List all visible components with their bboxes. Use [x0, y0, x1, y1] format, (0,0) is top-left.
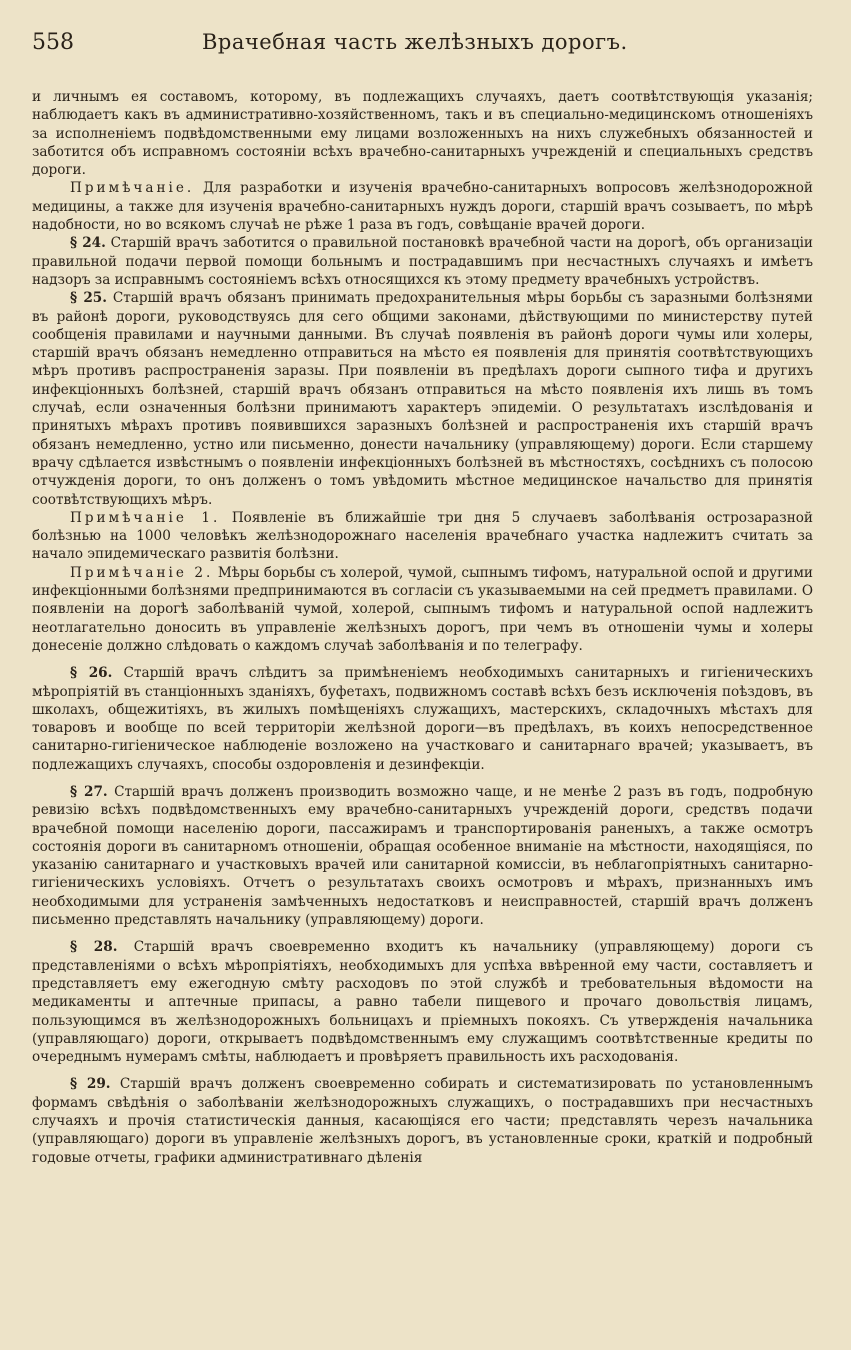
- note-2-paragraph: [32, 564, 813, 655]
- page-header: [32, 30, 813, 70]
- section-number: § 26.: [70, 665, 113, 682]
- note-label: Примѣчаніе.: [70, 180, 195, 197]
- paragraph-text: Появленіе въ ближайшіе три дня 5 случаевъ заболѣванія острозаразной болѣзнью на 1000 человѣкъ желѣзнодорожнаго населенія врачебнаго участка надлежитъ считать за начало эпидемическаго развитія болѣзни.: [32, 509, 813, 563]
- body-text: [32, 88, 813, 1167]
- section-number: § 27.: [70, 783, 108, 800]
- section-25-paragraph: [32, 289, 813, 509]
- note-label: Примѣчаніе 1.: [70, 509, 221, 526]
- paragraph-text: Для разработки и изученія врачебно-санитарныхъ вопросовъ желѣзнодорожной медицины, а также для изученія врачебно-санитарныхъ нуждъ дороги, старшій врачъ созываетъ, по мѣрѣ надобности, но во всякомъ случаѣ не рѣже 1 раза въ годъ, совѣщаніе врачей дороги.: [32, 180, 813, 234]
- section-27-paragraph: [32, 783, 813, 929]
- note-paragraph: [32, 179, 813, 234]
- section-29-paragraph: [32, 1075, 813, 1166]
- section-26-paragraph: [32, 664, 813, 774]
- section-28-paragraph: [32, 938, 813, 1066]
- paragraph-text: Мѣры борьбы съ холерой, чумой, сыпнымъ тифомъ, натуральной оспой и другими инфекціонными болѣзнями предпринимаются въ согласіи съ указываемыми на сей предметъ правилами. О появленіи на дорогѣ заболѣваній чумой, холерой, сыпнымъ тифомъ и натуральной оспой надлежитъ неотлагательно доносить въ управленіе желѣзныхъ дорогъ, при чемъ въ отношеніи чумы и холеры донесеніе должно слѣдовать о каждомъ случаѣ заболѣванія и по телеграфу.: [32, 564, 813, 654]
- paragraph-continuation: [32, 88, 813, 179]
- running-title: Врачебная часть желѣзныхъ дорогъ.: [202, 30, 628, 54]
- paragraph-text: Старшій врачъ долженъ своевременно собирать и систематизировать по установленнымъ формамъ свѣдѣнія о заболѣваніи желѣзнодорожныхъ служащихъ, о пострадавшихъ при несчастныхъ случаяхъ и прочія статистическія данныя, касающіяся его части; представлять черезъ начальника (управляющаго) дороги въ управленіе желѣзныхъ дорогъ, въ установленные сроки, краткій и подробный годовые отчеты, графики административнаго дѣленія: [32, 1076, 814, 1166]
- paragraph-text: Старшій врачъ долженъ производить возможно чаще, и не менѣе 2 разъ въ годъ, подробную ревизію всѣхъ подвѣдомственныхъ ему врачебно-санитарныхъ учрежденій дороги, средствъ подачи врачебной помощи населенію дороги, пассажирамъ и транспортированія раненыхъ, а также осмотръ состоянія дороги въ санитарномъ отношеніи, обращая особенное вниманіе на мѣстности, находящіяся, по указанію санитарнаго и участковыхъ врачей или санитарной комиссіи, въ неблагопріятныхъ санитарно-гигіеническихъ условіяхъ. Отчетъ о результатахъ своихъ осмотровъ и мѣрахъ, признанныхъ имъ необходимыми для устраненія замѣченныхъ недостатковъ и неисправностей, старшій врачъ долженъ письменно представлять начальнику (управляющему) дороги.: [32, 783, 813, 929]
- paragraph-text: Старшій врачъ заботится о правильной постановкѣ врачебной части на дорогѣ, объ организаціи правильной подачи первой помощи больнымъ и пострадавшимъ при несчастныхъ случаяхъ и имѣетъ надзоръ за исправнымъ состояніемъ всѣхъ относящихся къ этому предмету врачебныхъ устройствъ.: [32, 235, 813, 288]
- paragraph-text: Старшій врачъ обязанъ принимать предохранительныя мѣры борьбы съ заразными болѣзнями въ районѣ дороги, руководствуясь для сего общими законами, дѣйствующими по министерству путей сообщенія правилами и научными данными. Въ случаѣ появленія въ районѣ дороги чумы или холеры, старшій врачъ обязанъ немедленно отправиться на мѣсто ея появленія для принятія соотвѣтствующихъ мѣръ противъ распространенія заразы. При появленіи въ предѣлахъ дороги сыпного тифа и другихъ инфекціонныхъ болѣзней, старшій врачъ обязанъ отправиться на мѣсто появленія ихъ лишь въ томъ случаѣ, если означенныя болѣзни принимаютъ характеръ эпидеміи. О результатахъ изслѣдованія и принятыхъ мѣрахъ противъ появившихся заразныхъ болѣзней и распространенія ихъ старшій врачъ обязанъ немедленно, устно или письменно, донести начальнику (управляющему) дороги. Если старшему врачу сдѣлается извѣстнымъ о появленіи инфекціонныхъ болѣзней въ мѣстностяхъ, сосѣднихъ съ полосою отчужденія дороги, то онъ долженъ о томъ увѣдомить мѣстное медицинское начальство для принятія соотвѣтствующихъ мѣръ.: [32, 290, 813, 508]
- note-1-paragraph: [32, 509, 813, 564]
- section-24-paragraph: [32, 234, 813, 289]
- paragraph-text: Старшій врачъ своевременно входитъ къ начальнику (управляющему) дороги съ представленіями о всѣхъ мѣропріятіяхъ, необходимыхъ для успѣха ввѣренной ему части, составляетъ и представляетъ ему ежегодную смѣту расходовъ по этой службѣ и требовательныя вѣдомости на медикаменты и аптечные припасы, а равно табели пищевого и прочаго довольствія лицамъ, пользующимся въ желѣзнодорожныхъ больницахъ и пріемныхъ покояхъ. Съ утвержденія начальника (управляющаго) дороги, открываетъ подвѣдомственнымъ ему служащимъ соотвѣтственные кредиты по очереднымъ нумерамъ смѣты, наблюдаетъ и провѣряетъ правильность ихъ расходованія.: [32, 939, 813, 1066]
- section-number: § 24.: [70, 235, 106, 252]
- note-label: Примѣчаніе 2.: [70, 564, 214, 581]
- section-number: § 25.: [70, 290, 107, 307]
- paragraph-text: и личнымъ ея составомъ, которому, въ подлежащихъ случаяхъ, даетъ соотвѣтствующія указанія; наблюдаетъ какъ въ административно-хозяйственномъ, такъ и въ специально-медицинскомъ отношеніяхъ за исполненіемъ подвѣдомственными ему лицами возложенныхъ на нихъ служебныхъ обязанностей и заботится объ исправномъ состояніи всѣхъ врачебно-санитарныхъ учрежденій и специальныхъ средствъ дороги.: [32, 89, 813, 179]
- paragraph-text: Старшій врачъ слѣдитъ за примѣненіемъ необходимыхъ санитарныхъ и гигіеническихъ мѣропріятій въ станціонныхъ зданіяхъ, буфетахъ, подвижномъ составѣ всѣхъ безъ исключенія поѣздовъ, въ школахъ, общежитіяхъ, въ жилыхъ помѣщеніяхъ служащихъ, мастерскихъ, складочныхъ мѣстахъ для товаровъ и вообще по всей территоріи желѣзной дороги—въ предѣлахъ, въ коихъ непосредственное санитарно-гигіеническое наблюденіе возложено на участковаго и санитарнаго врачей; указываетъ, въ подлежащихъ случаяхъ, способы оздоровленія и дезинфекціи.: [32, 665, 814, 773]
- section-number: § 29.: [70, 1076, 111, 1093]
- page-number: 558: [32, 30, 74, 55]
- section-number: § 28.: [70, 939, 118, 956]
